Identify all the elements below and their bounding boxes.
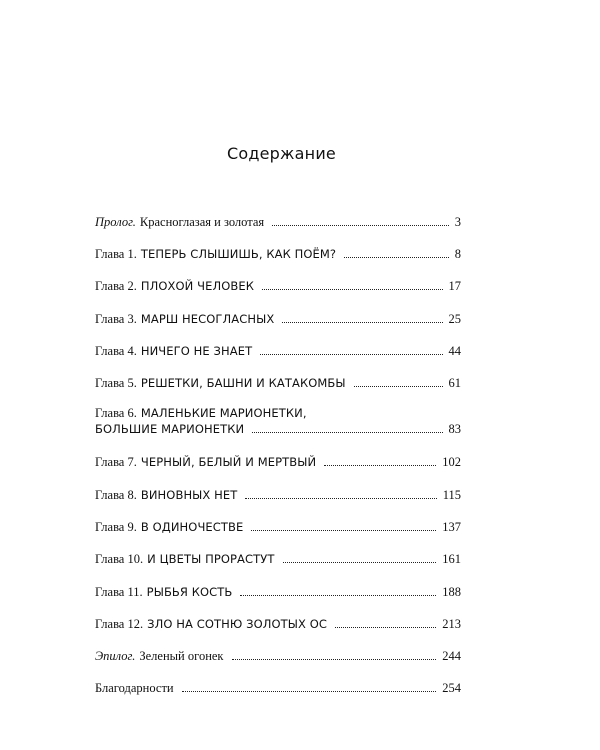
entry-title: РЕШЕТКИ, БАШНИ И КАТАКОМБЫ <box>140 376 346 390</box>
toc-entry-chapter-6[interactable] <box>95 405 461 437</box>
entry-title: Благодарности <box>95 681 174 695</box>
dot-leader <box>260 354 442 355</box>
toc-entry-chapter-7[interactable] <box>95 454 461 470</box>
entry-prefix: Глава 1. <box>95 247 137 261</box>
toc-entry-chapter-8[interactable] <box>95 487 461 503</box>
entry-title: ЧЕРНЫЙ, БЕЛЫЙ И МЕРТВЫЙ <box>140 455 317 469</box>
dot-leader <box>262 289 443 290</box>
entry-prefix: Глава 5. <box>95 376 137 390</box>
entry-title: И ЦВЕТЫ ПРОРАСТУТ <box>147 552 275 566</box>
dot-leader <box>245 498 436 499</box>
entry-prefix: Глава 2. <box>95 279 137 293</box>
dot-leader <box>335 627 436 628</box>
entry-page-number: 3 <box>454 215 461 229</box>
dot-leader <box>252 432 442 433</box>
toc-entry-chapter-3[interactable] <box>95 311 461 327</box>
entry-page-number: 115 <box>442 488 461 502</box>
entry-page-number: 102 <box>442 455 461 469</box>
entry-title: Зеленый огонек <box>139 649 224 663</box>
entry-title: МАРШ НЕСОГЛАСНЫХ <box>140 312 275 326</box>
dot-leader <box>232 659 437 660</box>
entry-title-line-1: МАЛЕНЬКИЕ МАРИОНЕТКИ, <box>140 406 307 420</box>
dot-leader <box>283 562 437 563</box>
entry-prefix: Пролог. <box>95 215 136 229</box>
entry-page-number: 137 <box>442 520 461 534</box>
entry-prefix: Глава 10. <box>95 552 144 566</box>
entry-title: РЫБЬЯ КОСТЬ <box>146 585 233 599</box>
toc-entry-chapter-5[interactable] <box>95 375 461 391</box>
toc-heading: Содержание <box>227 144 336 163</box>
dot-leader <box>282 322 442 323</box>
entry-title: НИЧЕГО НЕ ЗНАЕТ <box>140 344 253 358</box>
dot-leader <box>344 257 449 258</box>
entry-page-number: 254 <box>442 681 461 695</box>
entry-page-number: 161 <box>442 552 461 566</box>
entry-page-number: 61 <box>448 376 461 390</box>
entry-title: ВИНОВНЫХ НЕТ <box>140 488 238 502</box>
dot-leader <box>272 225 449 226</box>
toc-entry-chapter-10[interactable] <box>95 551 461 567</box>
dot-leader <box>240 595 436 596</box>
toc-entry-acknowledgements[interactable] <box>95 680 461 696</box>
entry-page-number: 213 <box>442 617 461 631</box>
entry-page-number: 244 <box>442 649 461 663</box>
toc-entry-prologue[interactable] <box>95 214 461 230</box>
dot-leader <box>251 530 436 531</box>
toc-entry-chapter-4[interactable] <box>95 343 461 359</box>
toc-entry-chapter-9[interactable] <box>95 519 461 535</box>
dot-leader <box>324 465 436 466</box>
entry-prefix: Глава 9. <box>95 520 137 534</box>
entry-prefix: Глава 7. <box>95 455 137 469</box>
entry-line-2 <box>95 421 461 437</box>
entry-title: ПЛОХОЙ ЧЕЛОВЕК <box>140 279 254 293</box>
entry-page-number: 188 <box>442 585 461 599</box>
toc-entry-chapter-11[interactable] <box>95 584 461 600</box>
toc-entry-chapter-12[interactable] <box>95 616 461 632</box>
entry-title: ТЕПЕРЬ СЛЫШИШЬ, КАК ПОЁМ? <box>140 247 337 261</box>
entry-page-number: 83 <box>448 422 461 436</box>
entry-page-number: 8 <box>454 247 461 261</box>
toc-entry-epilogue[interactable] <box>95 648 461 664</box>
entry-title: Красноглазая и золотая <box>139 215 265 229</box>
entry-line-1 <box>95 405 461 421</box>
entry-title: В ОДИНОЧЕСТВЕ <box>140 520 244 534</box>
dot-leader <box>354 386 443 387</box>
entry-page-number: 25 <box>448 312 461 326</box>
entry-page-number: 44 <box>448 344 461 358</box>
entry-prefix: Глава 12. <box>95 617 144 631</box>
dot-leader <box>182 691 437 692</box>
entry-page-number: 17 <box>448 279 461 293</box>
entry-prefix: Глава 3. <box>95 312 137 326</box>
entry-title: ЗЛО НА СОТНЮ ЗОЛОТЫХ ОС <box>147 617 328 631</box>
entry-title-line-2: БОЛЬШИЕ МАРИОНЕТКИ <box>95 422 245 436</box>
entry-prefix: Глава 8. <box>95 488 137 502</box>
entry-prefix: Глава 4. <box>95 344 137 358</box>
toc-entry-chapter-1[interactable] <box>95 246 461 262</box>
entry-prefix: Глава 6. <box>95 406 137 420</box>
entry-prefix: Глава 11. <box>95 585 143 599</box>
toc-entry-chapter-2[interactable] <box>95 278 461 294</box>
entry-prefix: Эпилог. <box>95 649 136 663</box>
